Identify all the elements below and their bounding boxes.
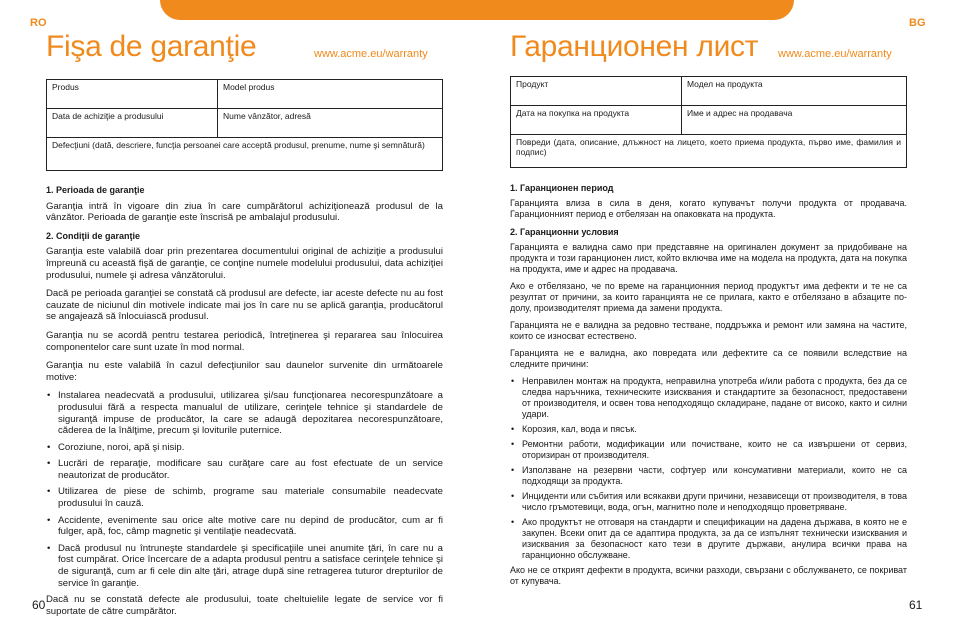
list-item: • Ремонтни работи, модификации или почистване, които не са извършени от сервиз, оторизиран от производителя. <box>510 439 907 461</box>
warranty-form-bg <box>510 76 907 168</box>
paragraph: Гаранцията е валидна само при представяне на оригинален документ за придобиване на продукта и този гаранционен лист, който включва име на модела на продукта, дата на покупка на продукта, име и адрес на продавача. <box>510 242 907 274</box>
warranty-url-ro[interactable]: www.acme.eu/warranty <box>314 48 428 60</box>
section-heading-period: 1. Perioada de garanţie <box>46 185 145 195</box>
form-cell-seller[interactable]: Име и адрес на продавача <box>682 106 907 135</box>
paragraph: Гаранцията не е валидна, ако повредата или дефектите са се появили вследствие на следните причини: <box>510 348 907 369</box>
language-code-ro: RO <box>30 17 47 29</box>
form-cell-product[interactable]: Продукт <box>511 77 682 106</box>
page-title-ro: Fişa de garanţie <box>46 30 257 63</box>
paragraph: Garanţia nu este valabilă în cazul defecţiunilor sau daunelor survenite din următoarele motive: <box>46 360 443 383</box>
list-item: • Dacă produsul nu întruneşte standardele şi specificaţiile unei anumite ţări, în care nu a fost cumpărat. Orice încercare de a adapta produsul pentru a satisface cerinţele tehnice şi de siguranţă, cum ar fi cele din alte ţări, atrage după sine retragerea tuturor drepturilor de service în garanţie. <box>46 543 443 589</box>
list-item: • Неправилен монтаж на продукта, неправилна употреба и/или работа с продукта, без да се следва наръчника, техническите изисквания и стандартите за безопасност, предоставени от производителя, и освен това неподходящо складиране, падане от високо, както и силни удари. <box>510 376 907 420</box>
section-text-period: Garanţia intră în vigoare din ziua în care cumpărătorul achiziţionează produsul de la vânzător. Perioada de garanţie este înscrisă pe ambalajul produsului. <box>46 200 443 224</box>
list-item: • Coroziune, noroi, apă şi nisip. <box>46 442 443 454</box>
page-number-right: 61 <box>909 598 923 612</box>
warranty-form-ro <box>46 79 443 171</box>
section-heading-period: 1. Гаранционен период <box>510 183 614 193</box>
exclusions-list <box>510 376 907 561</box>
list-item: • Инциденти или събития или всякакви други причини, независещи от производителя, в това число гръмотевици, вода, огън, магнитно поле и неподходящо проветряване. <box>510 491 907 513</box>
list-item: • Ако продуктът не отговаря на стандарти и спецификации на дадена държава, в която не е закупен. Всеки опит да се адаптира продукта, за да се изпълнят технически изисквания и изисквания за безопасност като тези в другите държави, анулира всички права на гаранционно обслужване. <box>510 517 907 561</box>
top-orange-tab <box>160 0 794 20</box>
section-heading-conditions: 2. Гаранционни условия <box>510 227 619 237</box>
list-item: • Instalarea neadecvată a produsului, utilizarea şi/sau funcţionarea necorespunzătoare a produsului fără a respecta manualul de utilizare, cerinţele tehnice şi standardele de siguranţă impuse de producător, la care se adaugă depozitarea necorespunzătoare, căderea de la înălţime, precum şi loviturile puternice. <box>46 390 443 436</box>
page-number-left: 60 <box>32 598 46 612</box>
form-cell-defects[interactable]: Повреди (дата, описание, длъжност на лицето, което приема продукта, първо име, фамилия и подпис) <box>511 135 907 168</box>
page-title-bg: Гаранционен лист <box>510 30 759 63</box>
list-item: • Accidente, evenimente sau orice alte motive care nu depind de producător, cum ar fi fulger, apă, foc, câmp magnetic şi ventilaţie neadecvată. <box>46 515 443 538</box>
form-cell-seller[interactable]: Nume vânzător, adresă <box>218 109 443 138</box>
terms-column-bg <box>510 176 907 593</box>
list-item: • Utilizarea de piese de schimb, programe sau materiale consumabile neadecvate produsului în cauză. <box>46 486 443 509</box>
form-cell-purchase-date[interactable]: Дата на покупка на продукта <box>511 106 682 135</box>
paragraph: Dacă pe perioada garanţiei se constată că produsul are defecte, iar aceste defecte nu au fost cauzate de niciunul din motivele indicate mai jos în care nu se aplică garanţia, producătorul se angajează să înlocuiască produsul. <box>46 288 443 323</box>
list-item: • Корозия, кал, вода и пясък. <box>510 424 907 435</box>
list-item: • Lucrări de reparaţie, modificare sau curăţare care au fost efectuate de un service neautorizat de producător. <box>46 458 443 481</box>
paragraph: Garanţia nu se acordă pentru testarea periodică, întreţinerea şi repararea sau înlocuirea componentelor care sunt uzate în mod normal. <box>46 329 443 353</box>
closing-paragraph: Dacă nu se constată defecte ale produsului, toate cheltuielile legate de service vor fi suportate de către cumpărător. <box>46 594 443 617</box>
list-item: • Използване на резервни части, софтуер или консумативни материали, които не са подходящи за продукта. <box>510 465 907 487</box>
form-cell-model[interactable]: Модел на продукта <box>682 77 907 106</box>
form-cell-model[interactable]: Model produs <box>218 80 443 109</box>
warranty-url-bg[interactable]: www.acme.eu/warranty <box>778 48 892 60</box>
section-text-period: Гаранцията влиза в сила в деня, когато купувачът получи продукта от продавача. Гаранционният период е отбелязан на опаковката на продукта. <box>510 198 907 219</box>
paragraph: Ако е отбелязано, че по време на гаранционния период продуктът има дефекти и те не са резултат от причини, за които гаранцията не се прилага, както е отбелязано в абзаците по-долу, производителят приема да замени продукта. <box>510 281 907 313</box>
section-heading-conditions: 2. Condiţii de garanţie <box>46 230 141 241</box>
paragraph: Гаранцията не е валидна за редовно тестване, поддръжка и ремонт или замяна на частите, които се износват естествено. <box>510 320 907 341</box>
closing-paragraph: Ако не се открият дефекти в продукта, всички разходи, свързани с обслужването, се покриват от купувача. <box>510 565 907 586</box>
form-cell-defects[interactable]: Defecţiuni (dată, descriere, funcţia persoanei care acceptă produsul, prenume, nume şi semnătură) <box>47 138 443 171</box>
language-code-bg: BG <box>909 17 926 29</box>
exclusions-list <box>46 390 443 589</box>
paragraph: Garanţia este valabilă doar prin prezentarea documentului original de achiziţie a produsului împreună cu această fişă de garanţie, ce conţine numele modelului produsului, data achiziţiei produsului, numele şi adresa vânzătorului. <box>46 246 443 281</box>
form-cell-purchase-date[interactable]: Data de achiziţie a produsului <box>47 109 218 138</box>
terms-column-ro <box>46 178 443 624</box>
form-cell-product[interactable]: Produs <box>47 80 218 109</box>
